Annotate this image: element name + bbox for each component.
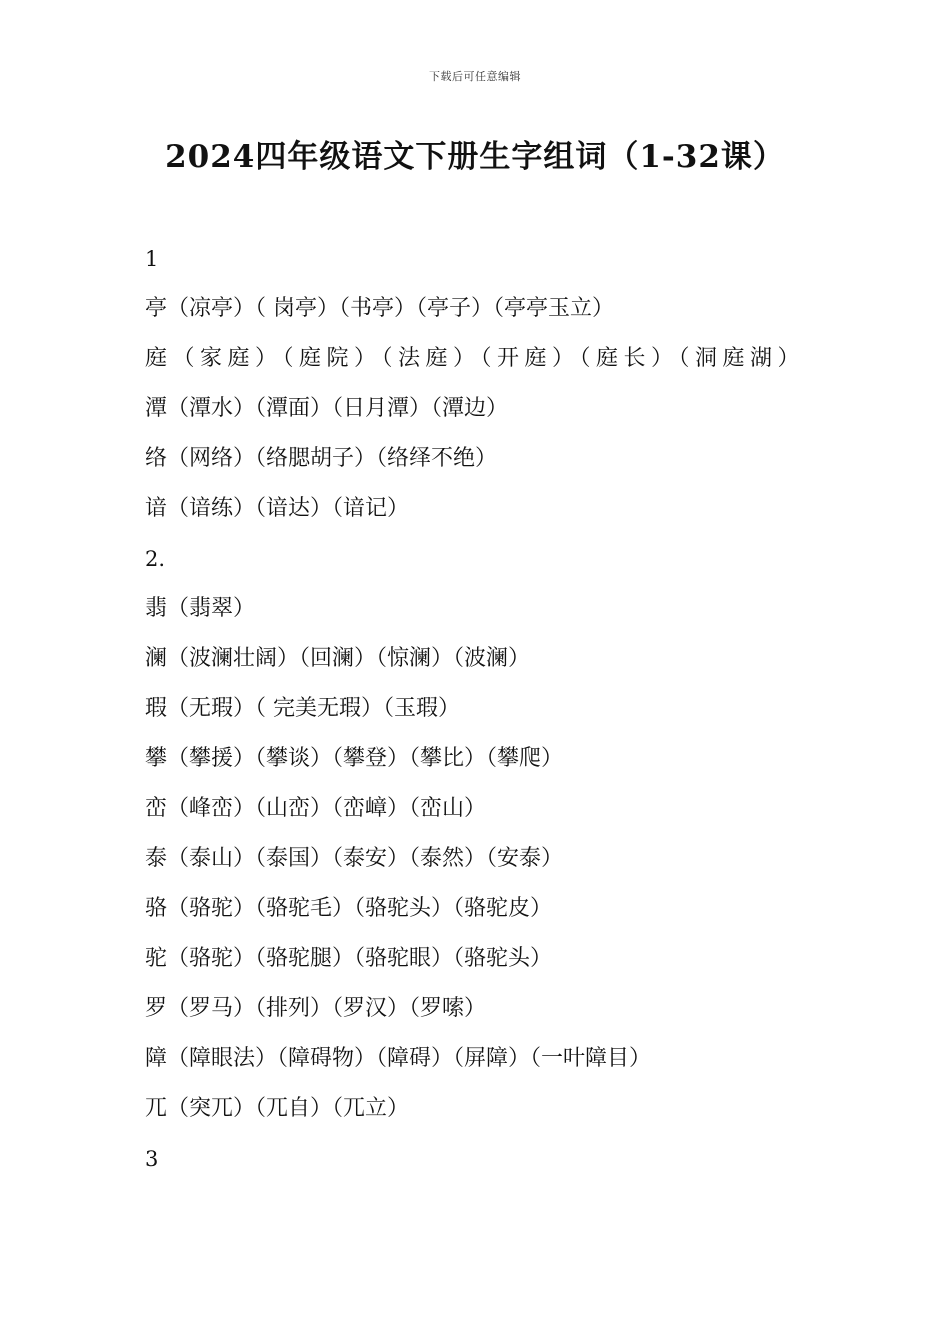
word-entry: 亭（凉亭）（ 岗亭）（书亭）（亭子）（亭亭玉立） — [145, 296, 614, 321]
word-entry: 澜（波澜壮阔）（回澜）（惊澜）（波澜） — [145, 646, 531, 671]
lesson-number: 1 — [145, 247, 159, 271]
word-entry: 兀（突兀）（兀自）（兀立） — [145, 1096, 410, 1121]
word-entry: 罗（罗马）（排列）（罗汉）（罗嗦） — [145, 996, 487, 1021]
word-entry: 瑕（无瑕）（ 完美无瑕）（玉瑕） — [145, 696, 460, 721]
word-entry: 障（障眼法）（障碍物）（障碍）（屏障）（一叶障目） — [145, 1046, 652, 1071]
word-entry: 峦（峰峦）（山峦）（峦嶂）（峦山） — [145, 796, 487, 821]
word-entry: 骆（骆驼）（骆驼毛）（骆驼头）（骆驼皮） — [145, 896, 553, 921]
header-note: 下载后可任意编辑 — [429, 70, 521, 83]
lesson-number: 3 — [145, 1147, 159, 1171]
document-title: 2024四年级语文下册生字组词（1-32课） — [165, 139, 785, 175]
word-list — [145, 234, 815, 1184]
lesson-number: 2. — [145, 547, 166, 571]
word-entry: 潭（潭水）（潭面）（日月潭）（潭边） — [145, 396, 509, 421]
word-entry: 驼（骆驼）（骆驼腿）（骆驼眼）（骆驼头） — [145, 946, 553, 971]
word-entry: 谙（谙练）（谙达）（谙记） — [145, 496, 410, 521]
word-entry: 泰（泰山）（泰国）（泰安）（泰然）（安泰） — [145, 846, 564, 871]
word-entry: 庭（家庭）（庭院）（法庭）（开庭）（庭长）（洞庭湖） — [145, 346, 806, 371]
word-entry: 络（网络）（络腮胡子）（络绎不绝） — [145, 446, 498, 471]
word-entry: 翡（翡翠） — [145, 596, 256, 621]
word-entry: 攀（攀援）（攀谈）（攀登）（攀比）（攀爬） — [145, 746, 564, 771]
